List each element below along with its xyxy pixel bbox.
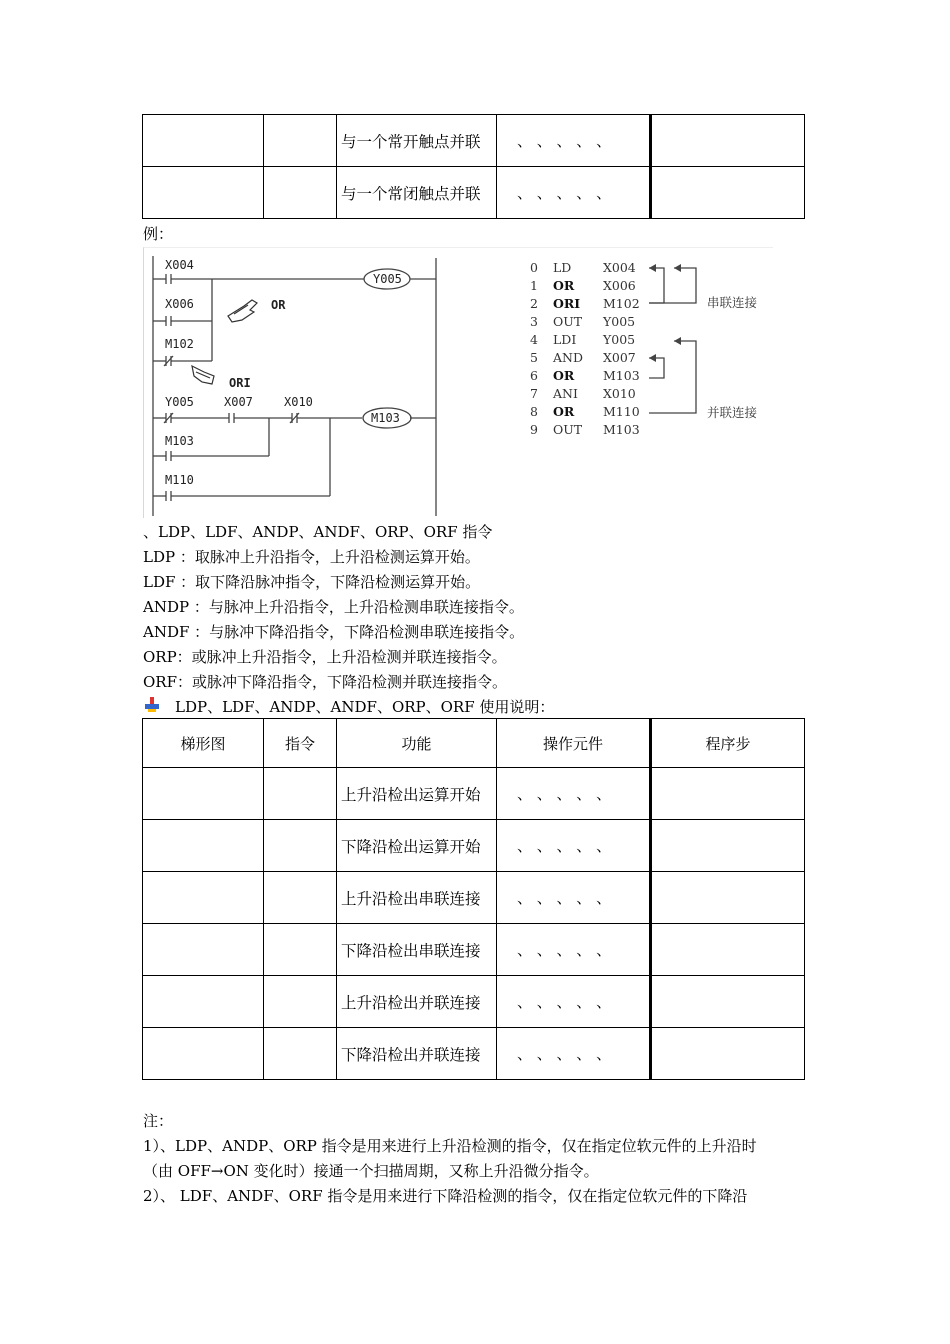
note-line: 1）、LDP、ANDP、ORP 指令是用来进行上升沿检测的指令，仅在指定位软元件的上升沿时	[143, 1137, 757, 1155]
coil-label: Y005	[373, 272, 402, 286]
table-row	[143, 768, 805, 820]
program-arg: M110	[603, 404, 640, 419]
operand-cell: 、 、 、 、 、	[497, 1028, 651, 1080]
notes-label: 注：	[143, 1112, 174, 1130]
ladder-diagram-figure	[143, 247, 773, 518]
series-connection-label: 串联连接	[707, 295, 758, 310]
edge-instruction-table	[142, 718, 805, 1080]
program-step: 1	[530, 278, 538, 293]
note-line: 2）、 LDF、ANDF、ORF 指令是用来进行下降沿检测的指令，仅在指定位软元件的下降沿	[143, 1187, 748, 1205]
program-op: ORI	[553, 296, 581, 311]
program-step: 0	[530, 260, 538, 275]
program-step: 5	[530, 350, 538, 365]
contact-label: X004	[165, 258, 194, 272]
section-heading: 、LDP、LDF、ANDP、ANDF、ORP、ORF 指令	[143, 523, 493, 541]
program-arg: Y005	[603, 314, 636, 329]
definition-line: ANDF ：与脉冲下降沿指令，下降沿检测串联连接指令。	[143, 623, 525, 641]
operand-cell: 、 、 、 、 、	[497, 167, 651, 219]
definition-line: LDP ：取脉冲上升沿指令，上升沿检测运算开始。	[143, 548, 480, 566]
coil-label: M103	[371, 411, 400, 425]
operand-cell: 、 、 、 、 、	[497, 768, 651, 820]
program-arg: X007	[603, 350, 636, 365]
note-line: （由 OFF→ON 变化时）接通一个扫描周期，又称上升沿微分指令。	[143, 1162, 599, 1180]
ori-annotation: ORI	[229, 376, 251, 390]
operand-cell: 、 、 、 、 、	[497, 872, 651, 924]
program-arg: X006	[603, 278, 636, 293]
table-row	[143, 820, 805, 872]
or-annotation: OR	[271, 298, 286, 312]
program-op: OR	[553, 278, 575, 293]
definition-line: ORF：或脉冲下降沿指令，下降沿检测并联连接指令。	[143, 673, 508, 691]
operand-cell: 、 、 、 、 、	[497, 924, 651, 976]
function-cell: 下降沿检出串联连接	[337, 924, 497, 976]
definition-line: ORP：或脉冲上升沿指令，上升沿检测并联连接指令。	[143, 648, 507, 666]
function-cell: 上升沿检出并联连接	[337, 976, 497, 1028]
program-op: LD	[553, 260, 572, 275]
header-ladder: 梯形图	[143, 719, 264, 768]
usage-title: LDP、LDF、ANDP、ANDF、ORP、ORF 使用说明：	[175, 698, 555, 716]
program-arg: M103	[603, 422, 640, 437]
program-step: 2	[530, 296, 538, 311]
contact-label: Y005	[165, 395, 194, 409]
operand-cell: 、 、 、 、 、	[497, 976, 651, 1028]
header-function: 功能	[337, 719, 497, 768]
function-cell: 下降沿检出并联连接	[337, 1028, 497, 1080]
contact-label: X006	[165, 297, 194, 311]
contact-label: M102	[165, 337, 194, 351]
operand-cell: 、 、 、 、 、	[497, 115, 651, 167]
program-step: 9	[530, 422, 538, 437]
header-instruction: 指令	[264, 719, 337, 768]
function-cell: 上升沿检出串联连接	[337, 872, 497, 924]
table-row	[143, 872, 805, 924]
function-cell: 与一个常闭触点并联	[337, 167, 497, 219]
definition-line: LDF ：取下降沿脉冲指令，下降沿检测运算开始。	[143, 573, 481, 591]
program-op: LDI	[553, 332, 577, 347]
header-operand: 操作元件	[497, 719, 651, 768]
program-arg: M102	[603, 296, 640, 311]
program-op: AND	[553, 350, 583, 365]
example-label: 例：	[143, 225, 174, 243]
program-arg: Y005	[603, 332, 636, 347]
pointing-hand-icon	[192, 366, 214, 384]
operand-cell: 、 、 、 、 、	[497, 820, 651, 872]
contact-label: X007	[224, 395, 253, 409]
table-row	[143, 115, 805, 167]
table-row	[143, 1028, 805, 1080]
pointing-hand-icon	[228, 300, 257, 322]
contact-label: X010	[284, 395, 313, 409]
parallel-connection-label: 并联连接	[707, 405, 758, 420]
program-step: 3	[530, 314, 538, 329]
program-step: 4	[530, 332, 538, 347]
table-header-row	[143, 719, 805, 768]
definition-line: ANDP ：与脉冲上升沿指令，上升沿检测串联连接指令。	[143, 598, 524, 616]
function-cell: 与一个常开触点并联	[337, 115, 497, 167]
table-row	[143, 976, 805, 1028]
program-step: 8	[530, 404, 538, 419]
program-arg: M103	[603, 368, 640, 383]
program-step: 7	[530, 386, 538, 401]
contact-label: M110	[165, 473, 194, 487]
program-op: ANI	[553, 386, 578, 401]
ladder-diagram-svg	[144, 248, 773, 518]
program-op: OR	[553, 404, 575, 419]
bookmark-icon	[144, 697, 160, 713]
contact-label: M103	[165, 434, 194, 448]
program-step: 6	[530, 368, 538, 383]
program-op: OUT	[553, 314, 583, 329]
top-instruction-table	[142, 114, 805, 219]
table-row	[143, 167, 805, 219]
function-cell: 下降沿检出运算开始	[337, 820, 497, 872]
header-steps: 程序步	[651, 719, 805, 768]
program-op: OR	[553, 368, 575, 383]
program-op: OUT	[553, 422, 583, 437]
program-arg: X004	[603, 260, 636, 275]
table-row	[143, 924, 805, 976]
function-cell: 上升沿检出运算开始	[337, 768, 497, 820]
program-arg: X010	[603, 386, 636, 401]
